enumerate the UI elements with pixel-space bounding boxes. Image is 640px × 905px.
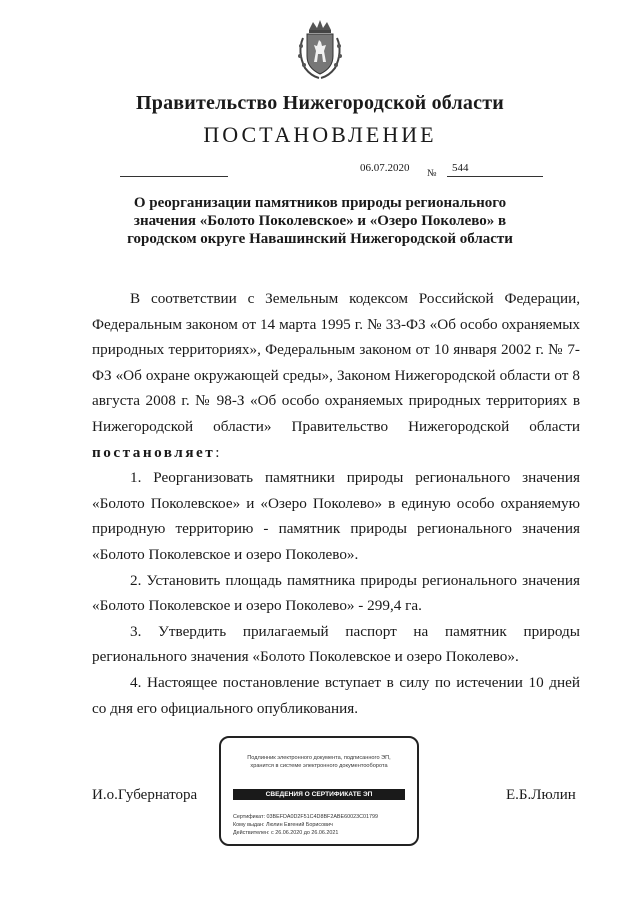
preamble-text: В соответствии с Земельным кодексом Российской Федерации, Федеральным законом от 14 марта 1995 г. № 33-ФЗ «Об особо охраняемых природных территориях», Федеральным законом от 10 января 2002 г. № 7-ФЗ «Об охране окружающей среды», Законом Нижегородской области от 8 августа 2008 г. № 98-З «Об особо охраняемых природных территориях в Нижегородской области» Правительство Нижегородской области — [92, 290, 580, 435]
list-item: 1. Реорганизовать памятники природы регионального значения «Болото Поколевское» и «Озеро Поколево» в единую особо охраняемую природную территорию - памятник природы регионального значения «Болото Поколевское и озеро Поколево». — [92, 469, 580, 563]
list-item: 4. Настоящее постановление вступает в силу по истечении 10 дней со дня его официального опубликования. — [92, 673, 580, 717]
signatory-name: Е.Б.Люлин — [506, 787, 576, 803]
date-blank-line — [120, 176, 228, 177]
document-date: 06.07.2020 — [360, 162, 410, 174]
document-subject: О реорганизации памятников природы регионального значения «Болото Поколевское» и «Озеро Поколево» в городском округе Навашинский Нижегородской области — [127, 195, 513, 247]
government-title: Правительство Нижегородской области — [136, 92, 504, 114]
document-body — [92, 286, 580, 721]
number-underline — [447, 176, 543, 177]
document-number: 544 — [452, 162, 469, 174]
stamp-certificate: Сертификат: 03BEFDA0D2F51C4D8BF2ABE60023C01799 — [233, 814, 378, 820]
stamp-note — [227, 754, 411, 770]
preamble — [92, 286, 580, 465]
e-signature-stamp — [219, 736, 419, 846]
list-item: 3. Утвердить прилагаемый паспорт на памятник природы регионального значения «Болото Поколевское и озеро Поколево». — [92, 622, 580, 666]
signatory-position: И.о.Губернатора — [92, 787, 198, 803]
stamp-valid: Действителен: с 26.06.2020 до 26.06.2021 — [233, 830, 339, 836]
stamp-issued-to: Кому выдан: Люлин Евгений Борисович — [233, 822, 333, 828]
coat-of-arms-icon — [295, 18, 345, 80]
stamp-note-line: хранится в системе электронного документооборота — [250, 763, 388, 769]
number-sign: № — [427, 168, 437, 179]
document-type: ПОСТАНОВЛЕНИЕ — [203, 122, 437, 147]
stamp-note-line: Подлинник электронного документа, подписанного ЭП, — [247, 755, 391, 761]
list-item: 2. Установить площадь памятника природы регионального значения «Болото Поколевское и озеро Поколево» - 299,4 га. — [92, 571, 580, 615]
decree-word: постановляет — [92, 443, 216, 461]
stamp-band: СВЕДЕНИЯ О СЕРТИФИКАТЕ ЭП — [233, 789, 405, 800]
decree-colon: : — [215, 443, 220, 461]
stamp-details — [233, 813, 378, 837]
